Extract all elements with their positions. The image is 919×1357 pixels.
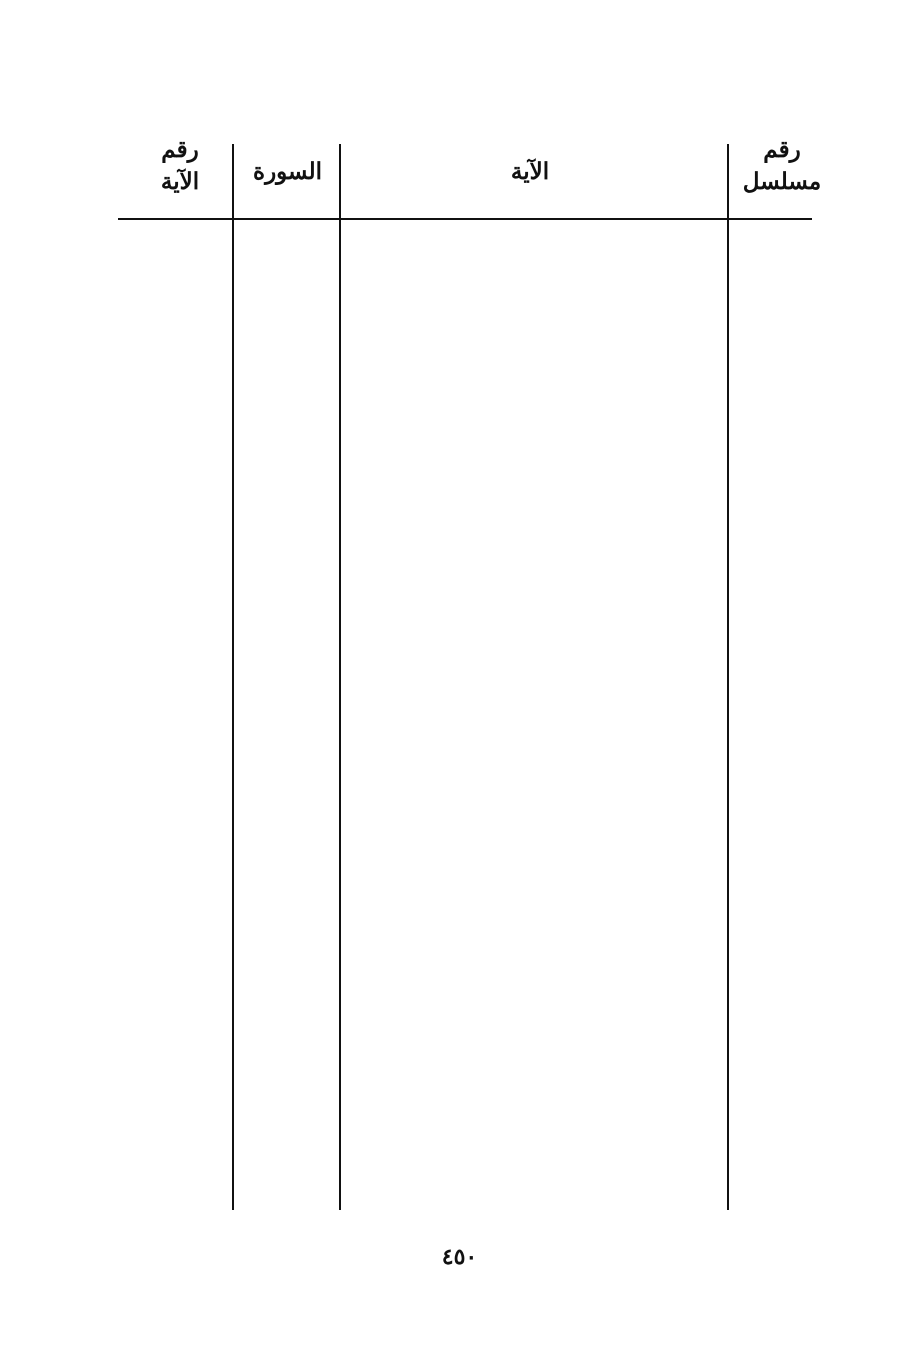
header-surah: السورة (253, 158, 322, 185)
header-verse: الآية (510, 158, 550, 185)
header-serial-number: رقم مسلسل (742, 136, 822, 195)
header-divider (118, 218, 812, 220)
column-divider-verse (339, 144, 341, 1210)
header-ayah-number: رقم الآية (160, 136, 200, 195)
column-divider-serial (727, 144, 729, 1210)
column-divider-surah (232, 144, 234, 1210)
page-number: ٤٥٠ (441, 1244, 478, 1270)
